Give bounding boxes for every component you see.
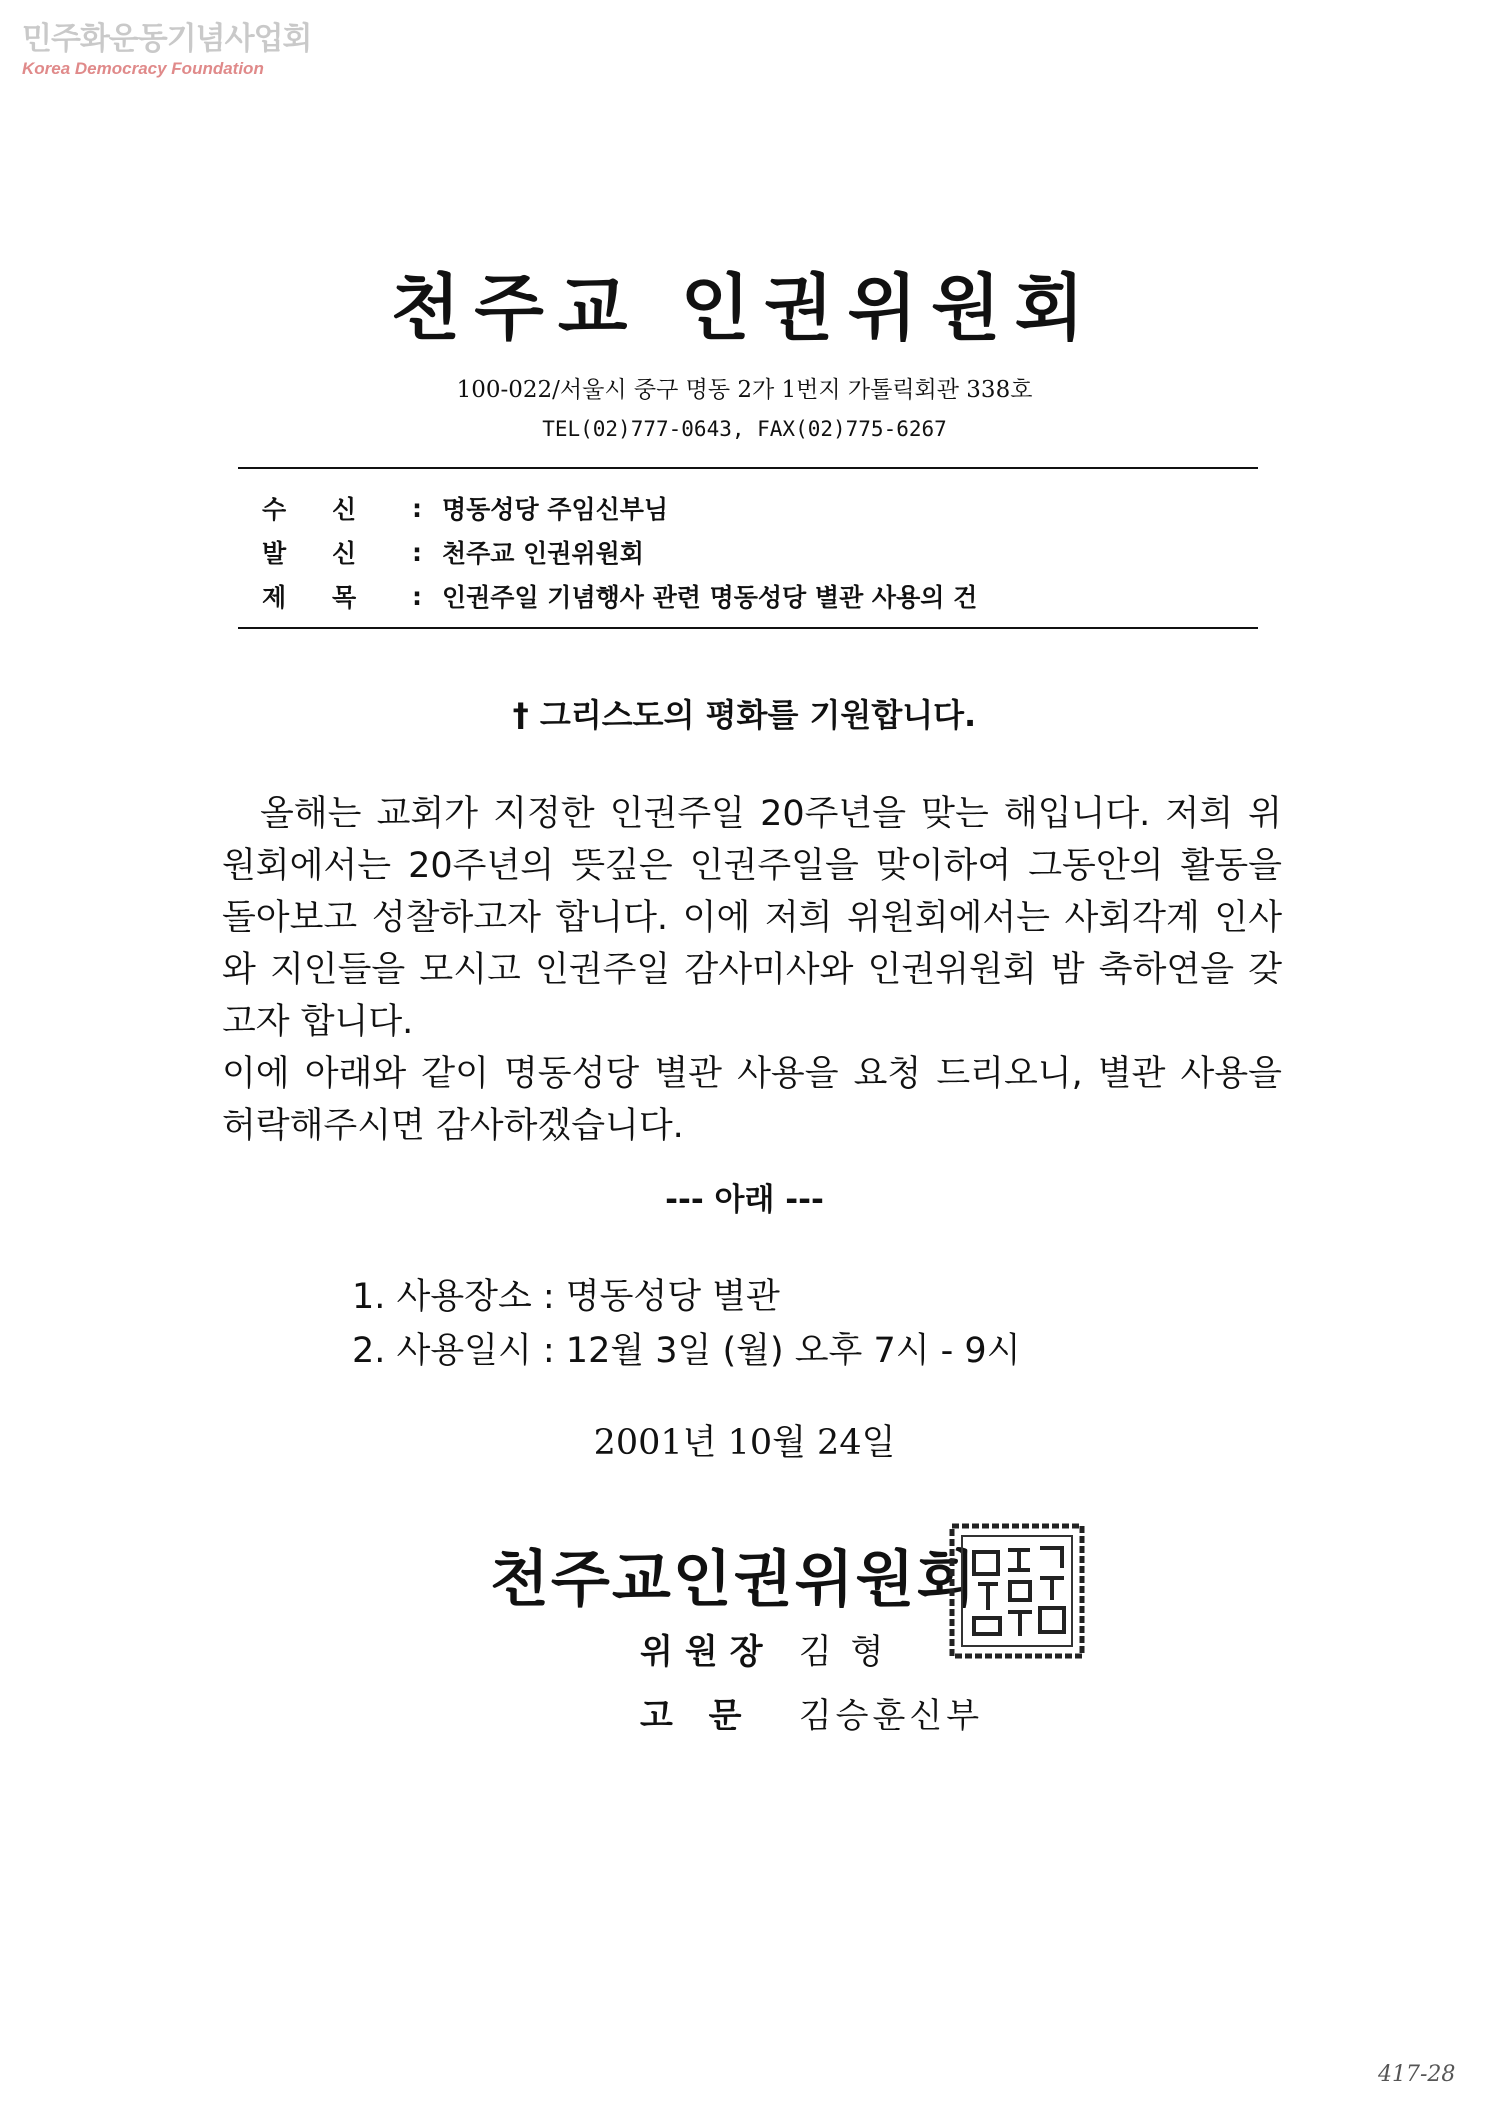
meta-row-subject: 제 목 : 인권주일 기념행사 관련 명동성당 별관 사용의 건: [262, 574, 977, 618]
meta-label-char: 발: [262, 539, 287, 568]
meta-label-char: 목: [332, 583, 357, 612]
meta-label-char: 신: [332, 539, 357, 568]
advisor-name: 김승훈신부: [798, 1696, 984, 1736]
greeting: † 그리스도의 평화를 기원합니다.: [512, 696, 977, 734]
official-seal-icon: [948, 1522, 1086, 1660]
letter-body: [222, 788, 1282, 1152]
letterhead-address: 100-022/서울시 중구 명동 2가 1번지 가톨릭회관 338호: [456, 377, 1033, 403]
watermark: [22, 20, 311, 80]
handwritten-page-mark: 417-28: [1378, 2062, 1456, 2087]
meta-label-char: 신: [332, 495, 357, 524]
meta-row-sender: 발 신 : 천주교 인권위원회: [262, 530, 977, 574]
list-item: 1. 사용장소 : 명동성당 별관: [352, 1277, 780, 1317]
meta-value-sender: 천주교 인권위원회: [442, 539, 644, 568]
signature-advisor: [640, 1692, 983, 1740]
body-paragraph-1: 올해는 교회가 지정한 인권주일 20주년을 맞는 해입니다. 저희 위원회에서는 20주년의 뜻깊은 인권주일을 맞이하여 그동안의 활동을 돌아보고 성찰하고자 합니다. 이에 저희 위원회에서는 사회각계 인사와 지인들을 모시고 인권주일 감사미사와 인권위원회 밤 축하연을 갖고자 합니다.: [222, 794, 1282, 1042]
signature-chair: [640, 1628, 887, 1676]
meta-label-char: 수: [262, 495, 287, 524]
chair-role: 위원장: [640, 1632, 775, 1672]
letterhead-title: 천주교 인권위원회: [390, 266, 1099, 350]
detail-list: [352, 1270, 1021, 1378]
meta-value-recipient: 명동성당 주임신부님: [442, 495, 669, 524]
body-paragraph-2: 이에 아래와 같이 명동성당 별관 사용을 요청 드리오니, 별관 사용을 허락해주시면 감사하겠습니다.: [222, 1054, 1282, 1146]
meta-block: [262, 486, 977, 618]
meta-label-char: 제: [262, 583, 287, 612]
advisor-role: 고 문: [640, 1696, 754, 1736]
meta-row-recipient: 수 신 : 명동성당 주임신부님: [262, 486, 977, 530]
divider-top: [238, 467, 1258, 469]
divider-bottom: [238, 627, 1258, 629]
watermark-english: Korea Democracy Foundation: [22, 59, 264, 78]
meta-value-subject: 인권주일 기념행사 관련 명동성당 별관 사용의 건: [442, 583, 978, 612]
letterhead-contact: TEL(02)777-0643, FAX(02)775-6267: [542, 417, 947, 441]
list-item: 2. 사용일시 : 12월 3일 (월) 오후 7시 - 9시: [352, 1331, 1021, 1371]
section-heading-below: --- 아래 ---: [665, 1182, 824, 1218]
chair-name: 김 형: [798, 1632, 888, 1672]
letter-date: 2001년 10월 24일: [593, 1423, 896, 1463]
watermark-korean: 민주화운동기념사업회: [22, 21, 312, 57]
signature-org: 천주교인권위원회: [490, 1544, 978, 1615]
